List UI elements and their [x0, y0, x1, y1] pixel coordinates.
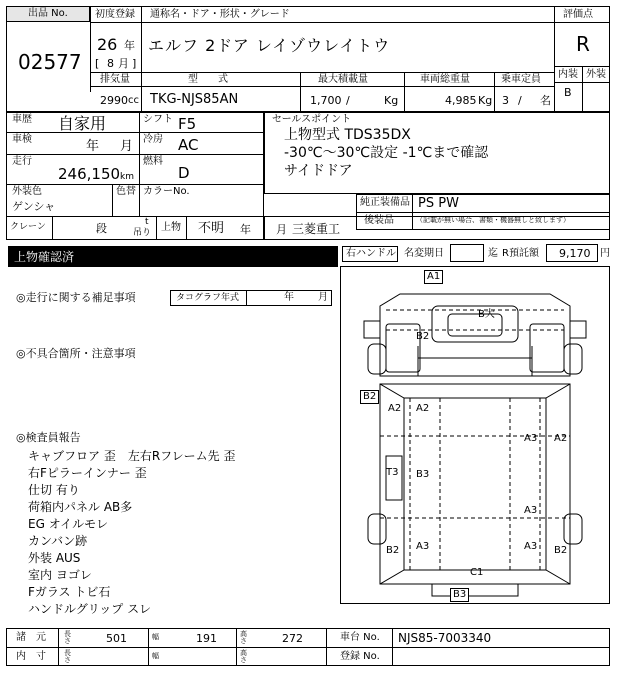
windshield [432, 306, 518, 342]
footer-div-2 [148, 628, 149, 666]
mileage-label: 走行 [12, 156, 32, 167]
tacho-divider [246, 290, 247, 306]
body-label: 上物 [161, 222, 181, 233]
mark-a3-right-upper: A3 [524, 433, 538, 444]
spec-divider-3 [404, 72, 405, 112]
name-change-box [450, 244, 484, 262]
crane-divider [52, 216, 53, 240]
detail-line-1 [6, 132, 264, 133]
sales-line-1: 上物型式 TDS35DX [284, 127, 411, 143]
history-value: 自家用 [58, 114, 107, 133]
body-date: 不明 [198, 221, 225, 236]
mark-a2-right-upper: A2 [554, 433, 568, 444]
report-line: キャブフロア 歪 左右Rフレーム先 歪 [28, 449, 236, 463]
car-name: エルフ 2ドア レイゾウレイトウ [148, 36, 391, 55]
report-line: 仕切 有り [28, 483, 80, 497]
report-line: 荷箱内パネル AB多 [28, 500, 133, 514]
mileage-value: 246,150 [58, 165, 121, 183]
displacement-label: 排気量 [100, 74, 130, 85]
color-change-label: 色替 [116, 186, 136, 197]
capacity-label: 乗車定員 [501, 74, 541, 85]
inspector-report [28, 448, 236, 618]
right-mirror [570, 321, 586, 338]
recycle-unit: 円 [600, 248, 610, 259]
body-divider [186, 216, 187, 240]
model-header: 通称名・ドア・形状・グレード [150, 9, 290, 20]
name-change-label: 名変期日 [404, 248, 444, 259]
detail-divider-2 [112, 184, 113, 216]
sub-score-divider [582, 66, 583, 112]
tacho-label: タコグラフ年式 [176, 293, 240, 303]
crane-lift: 吊り [133, 228, 152, 238]
grade-label: 評価点 [563, 9, 593, 20]
cooler-value: AC [178, 136, 199, 154]
right-handle-label: 右ハンドル [346, 248, 396, 259]
first-reg-label: 初度登録 [95, 9, 135, 20]
color-value: ゲンシャ [12, 200, 56, 213]
spec-mid-line [90, 86, 554, 87]
rear-right-wheel [564, 514, 582, 544]
color-code-label: カラーNo. [143, 186, 190, 197]
left-mirror [364, 321, 380, 338]
lot-number: 02577 [18, 50, 82, 74]
lot-label: 出品 No. [28, 8, 68, 19]
chassis-number: NJS85-7003340 [398, 631, 492, 645]
inspection-month-unit: 月 [120, 139, 134, 154]
capacity-sep: / [518, 94, 522, 107]
crane-ton: t [145, 217, 149, 227]
lot-divider [90, 6, 91, 92]
inner-length-label: 長さ [64, 649, 71, 665]
score-row-line [554, 22, 610, 23]
mark-a2-left-outer: A2 [388, 403, 402, 414]
history-label: 車歴 [12, 114, 32, 125]
body-maker: 三菱重工 [292, 222, 341, 236]
gross-weight-value: 4,985 [445, 94, 477, 107]
inspector-heading: ◎検査員報告 [16, 431, 81, 444]
mark-c1: C1 [470, 567, 484, 578]
height-value: 272 [282, 632, 303, 645]
after-equipment-label: 後装品 [364, 215, 394, 226]
detail-line-4 [6, 216, 264, 217]
capacity-unit: 名 [540, 94, 551, 107]
report-line: 室内 ヨゴレ [28, 568, 92, 582]
gross-weight-label: 車両総重量 [420, 74, 470, 85]
reg-year: 26 [97, 35, 118, 54]
mark-b2-cab: B2 [416, 331, 430, 342]
truck-diagram [340, 266, 610, 604]
model-label: 型 式 [188, 74, 228, 85]
detail-line-3 [6, 184, 264, 185]
spec-top-line [90, 72, 554, 73]
footer-div-1 [58, 628, 59, 666]
std-equipment-label: 純正装備品 [360, 197, 410, 208]
side-door [386, 456, 402, 500]
front-left-wheel [368, 344, 386, 374]
std-equipment-value: PS PW [418, 196, 459, 211]
inner-height-label: 高さ [240, 649, 247, 665]
cargo-floor-top [380, 384, 570, 398]
cooler-label: 冷房 [143, 134, 163, 145]
after-equipment-note: （記載が無い場合、書類・機器無しと致します） [416, 216, 570, 224]
equipment-line [356, 212, 610, 213]
width-label: 幅 [152, 633, 159, 641]
crane-stage: 段 [96, 222, 107, 235]
mark-t3: T3 [386, 467, 399, 478]
report-line: EG オイルモレ [28, 517, 109, 531]
tacho-year-unit: 年 [284, 292, 294, 303]
cargo-box [380, 384, 570, 584]
spec-divider-4 [494, 72, 495, 112]
equipment-divider [412, 194, 413, 230]
displacement-unit: cc [128, 95, 139, 106]
cab-right-door [530, 324, 564, 372]
length-value: 501 [106, 632, 127, 645]
body-year-unit: 年 [240, 223, 251, 236]
width-value: 191 [196, 632, 217, 645]
mark-b2-bottom-right: B2 [554, 545, 568, 556]
shift-value: F5 [178, 115, 197, 133]
dims-label: 諸 元 [16, 632, 46, 643]
mark-a3-bottom-left: A3 [416, 541, 430, 552]
cab-left-door [386, 324, 420, 372]
footer-div-4 [326, 628, 327, 666]
mark-a1: A1 [424, 270, 443, 284]
height-label: 高さ [240, 630, 247, 646]
report-line: 右Fピラーインナー 歪 [28, 466, 147, 480]
confirm-banner: 上物確認済 [8, 246, 338, 267]
supplement-heading: ◎走行に関する補足事項 [16, 291, 136, 304]
footer-div-5 [392, 628, 393, 666]
mark-a2-left-inner: A2 [416, 403, 430, 414]
reg-no-label: 登録 No. [340, 651, 380, 662]
inner-dims-label: 内 寸 [16, 651, 46, 662]
report-line: 外装 AUS [28, 551, 81, 565]
inner-width-label: 幅 [152, 652, 159, 660]
report-line: Fガラス トビ石 [28, 585, 111, 599]
displacement-value: 2990 [100, 94, 128, 107]
detail-divider [139, 112, 140, 216]
sales-label: セールスポイント [272, 114, 352, 125]
length-label: 長さ [64, 630, 71, 646]
cab-lower-line [418, 346, 532, 376]
mark-b-large: B大 [478, 309, 495, 320]
header-row-line [90, 22, 554, 23]
tacho-month-unit: 月 [318, 292, 328, 303]
reg-month-unit: 月 [118, 57, 129, 70]
mileage-unit: km [120, 172, 134, 182]
mark-b3-bottom: B3 [450, 588, 469, 602]
spec-divider-2 [300, 72, 301, 112]
inspection-year-unit: 年 [86, 139, 100, 154]
max-load-unit: Kg [384, 94, 399, 107]
shift-label: シフト [143, 114, 173, 125]
mark-a3-bottom-right: A3 [524, 541, 538, 552]
report-line: カンバン跡 [28, 534, 88, 548]
chassis-label: 車台 No. [340, 632, 380, 643]
detail-line-2 [6, 154, 264, 155]
capacity-value: 3 [502, 94, 509, 107]
gross-weight-unit: Kg [478, 94, 493, 107]
reg-divider [141, 6, 142, 72]
body-month-unit: 月 [276, 223, 287, 236]
mark-a3-right-mid: A3 [524, 505, 538, 516]
reg-month-bracket-close: ] [132, 57, 137, 70]
max-load-label: 最大積載量 [318, 74, 368, 85]
interior-score: B [564, 86, 572, 99]
overall-score: R [576, 32, 590, 56]
recycle-label: R預託額 [502, 248, 539, 259]
fuel-label: 燃料 [143, 156, 163, 167]
recycle-prefix: 迄 [488, 248, 498, 259]
defects-heading: ◎不具合箇所・注意事項 [16, 347, 136, 360]
sales-line-2: -30℃～30℃設定 -1℃まで確認 [284, 145, 489, 161]
spec-divider-1 [141, 72, 142, 112]
max-load-value: 1,700 [310, 94, 342, 107]
footer-div-3 [236, 628, 237, 666]
reg-year-unit: 年 [124, 39, 135, 52]
crane-divider-2 [156, 216, 157, 240]
crane-label: クレーン [10, 222, 46, 232]
exterior-score-label: 外装 [586, 69, 606, 80]
inspection-label: 車検 [12, 134, 32, 145]
sub-score-row-line [554, 82, 610, 83]
front-right-wheel [564, 344, 582, 374]
reg-month: 8 [107, 57, 114, 70]
report-line: ハンドルグリップ スレ [28, 602, 152, 616]
footer-mid-line [6, 647, 610, 648]
mark-b3-left: B3 [416, 469, 430, 480]
reg-month-bracket-open: [ [95, 57, 100, 70]
interior-score-label: 内装 [558, 69, 578, 80]
mark-b2-bottom-left: B2 [386, 545, 400, 556]
recycle-value: 9,170 [559, 247, 591, 260]
rear-bumper [432, 584, 518, 596]
sales-line-3: サイドドア [284, 163, 353, 179]
mark-b2-side: B2 [360, 390, 379, 404]
fuel-value: D [178, 164, 190, 182]
color-label: 外装色 [12, 186, 42, 197]
max-load-sep: / [346, 94, 350, 107]
model-code: TKG-NJS85AN [150, 92, 239, 107]
